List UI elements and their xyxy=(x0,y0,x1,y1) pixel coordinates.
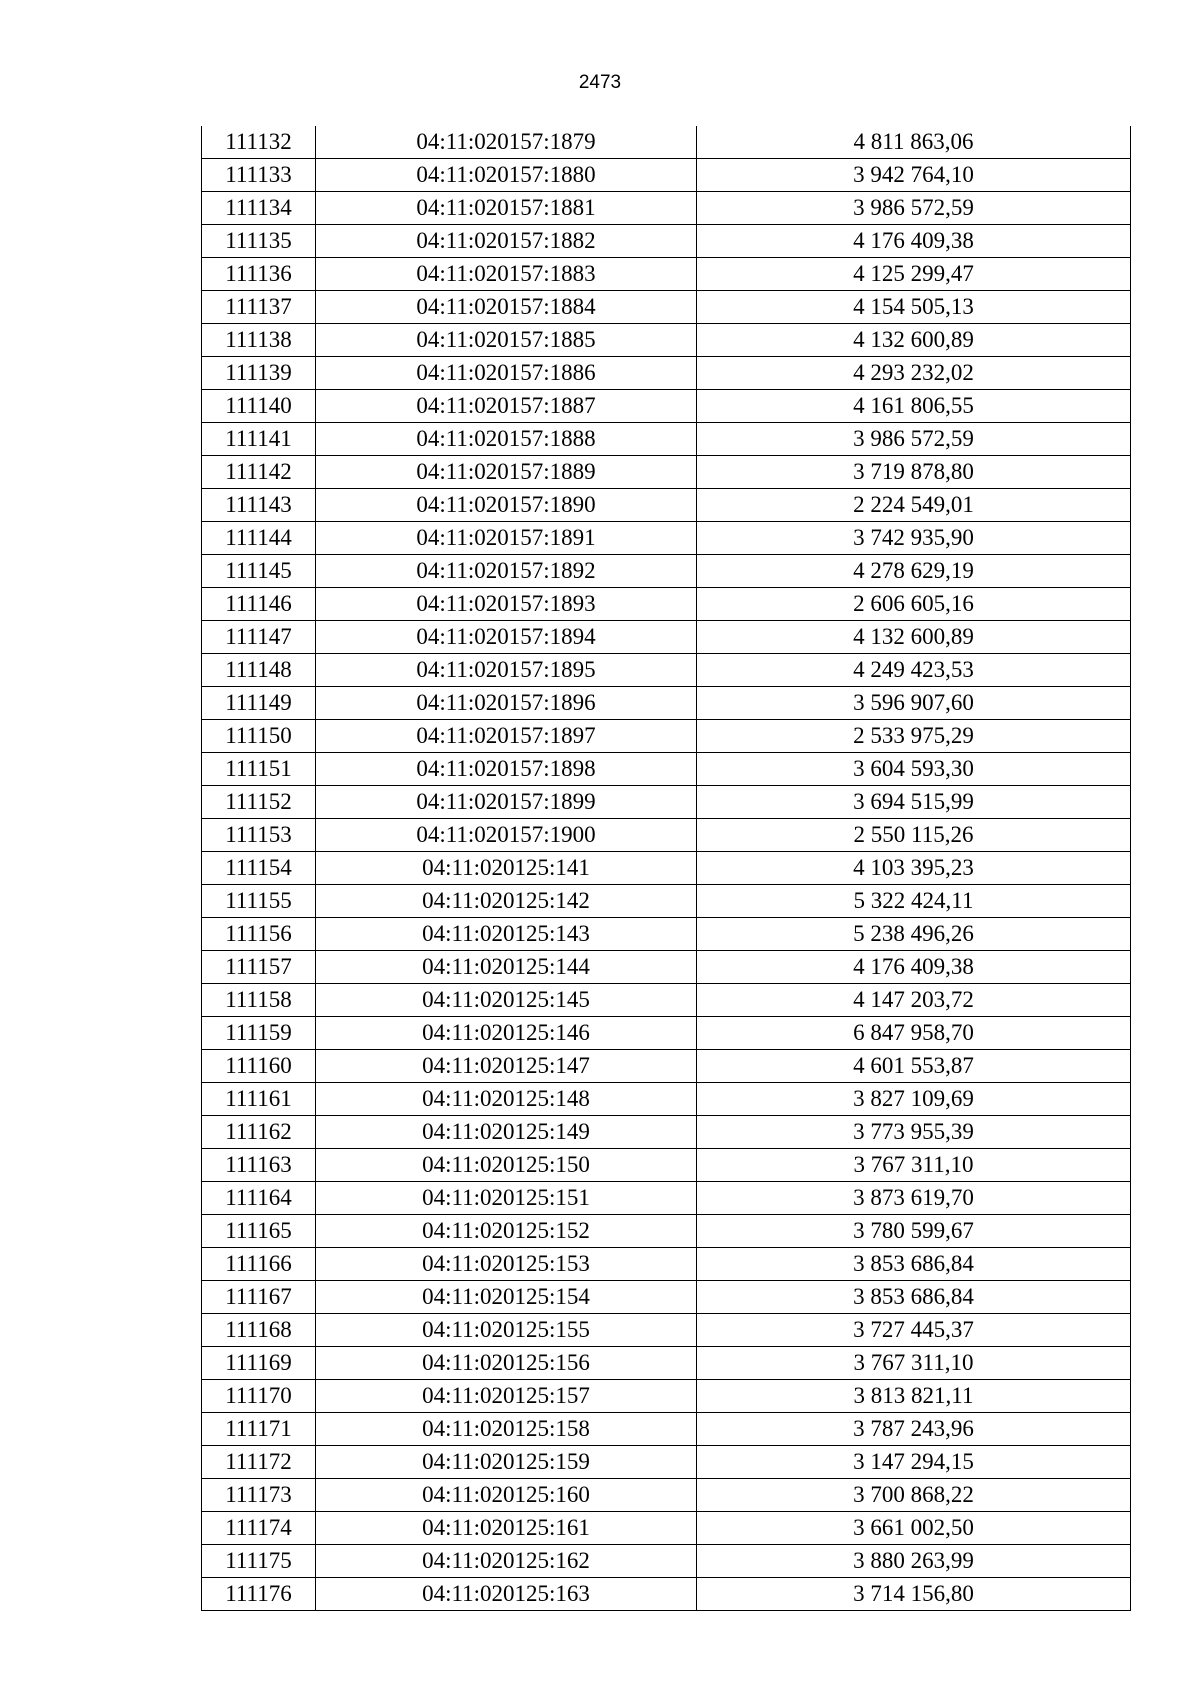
table-row xyxy=(202,1215,1131,1248)
value-cell: 6 847 958,70 xyxy=(697,1017,1131,1050)
row-number-cell: 111156 xyxy=(202,918,316,951)
table-row xyxy=(202,159,1131,192)
cadastral-number-cell: 04:11:020157:1900 xyxy=(316,819,697,852)
value-cell: 3 853 686,84 xyxy=(697,1248,1131,1281)
table-row xyxy=(202,786,1131,819)
cadastral-number-cell: 04:11:020157:1899 xyxy=(316,786,697,819)
row-number-cell: 111164 xyxy=(202,1182,316,1215)
value-cell: 3 880 263,99 xyxy=(697,1545,1131,1578)
value-cell: 3 767 311,10 xyxy=(697,1149,1131,1182)
cadastral-number-cell: 04:11:020157:1880 xyxy=(316,159,697,192)
value-cell: 4 811 863,06 xyxy=(697,126,1131,159)
value-cell: 2 550 115,26 xyxy=(697,819,1131,852)
table-row xyxy=(202,324,1131,357)
cadastral-number-cell: 04:11:020157:1891 xyxy=(316,522,697,555)
table-row xyxy=(202,1149,1131,1182)
table-row xyxy=(202,1017,1131,1050)
value-cell: 3 780 599,67 xyxy=(697,1215,1131,1248)
value-cell: 4 132 600,89 xyxy=(697,621,1131,654)
row-number-cell: 111140 xyxy=(202,390,316,423)
row-number-cell: 111168 xyxy=(202,1314,316,1347)
cadastral-number-cell: 04:11:020125:156 xyxy=(316,1347,697,1380)
value-cell: 4 176 409,38 xyxy=(697,951,1131,984)
value-cell: 3 787 243,96 xyxy=(697,1413,1131,1446)
cadastral-number-cell: 04:11:020157:1889 xyxy=(316,456,697,489)
table-row xyxy=(202,1512,1131,1545)
value-cell: 3 742 935,90 xyxy=(697,522,1131,555)
row-number-cell: 111175 xyxy=(202,1545,316,1578)
row-number-cell: 111134 xyxy=(202,192,316,225)
table-row xyxy=(202,753,1131,786)
table-row xyxy=(202,258,1131,291)
value-cell: 3 873 619,70 xyxy=(697,1182,1131,1215)
row-number-cell: 111160 xyxy=(202,1050,316,1083)
table-row xyxy=(202,885,1131,918)
row-number-cell: 111153 xyxy=(202,819,316,852)
value-cell: 3 147 294,15 xyxy=(697,1446,1131,1479)
value-cell: 2 533 975,29 xyxy=(697,720,1131,753)
table-row xyxy=(202,423,1131,456)
table-row xyxy=(202,1380,1131,1413)
value-cell: 4 103 395,23 xyxy=(697,852,1131,885)
table-row xyxy=(202,819,1131,852)
table-row xyxy=(202,489,1131,522)
table-row xyxy=(202,852,1131,885)
table-row xyxy=(202,720,1131,753)
cadastral-number-cell: 04:11:020157:1892 xyxy=(316,555,697,588)
cadastral-number-cell: 04:11:020125:158 xyxy=(316,1413,697,1446)
row-number-cell: 111148 xyxy=(202,654,316,687)
value-cell: 3 853 686,84 xyxy=(697,1281,1131,1314)
table-row xyxy=(202,291,1131,324)
value-cell: 3 767 311,10 xyxy=(697,1347,1131,1380)
value-cell: 4 601 553,87 xyxy=(697,1050,1131,1083)
cadastral-number-cell: 04:11:020125:150 xyxy=(316,1149,697,1182)
value-cell: 3 986 572,59 xyxy=(697,423,1131,456)
table-row xyxy=(202,1116,1131,1149)
value-cell: 3 700 868,22 xyxy=(697,1479,1131,1512)
row-number-cell: 111136 xyxy=(202,258,316,291)
row-number-cell: 111152 xyxy=(202,786,316,819)
value-cell: 3 596 907,60 xyxy=(697,687,1131,720)
cadastral-number-cell: 04:11:020157:1882 xyxy=(316,225,697,258)
table-row xyxy=(202,1479,1131,1512)
table-row xyxy=(202,654,1131,687)
row-number-cell: 111143 xyxy=(202,489,316,522)
value-cell: 4 249 423,53 xyxy=(697,654,1131,687)
row-number-cell: 111174 xyxy=(202,1512,316,1545)
row-number-cell: 111147 xyxy=(202,621,316,654)
row-number-cell: 111170 xyxy=(202,1380,316,1413)
row-number-cell: 111161 xyxy=(202,1083,316,1116)
cadastral-number-cell: 04:11:020125:151 xyxy=(316,1182,697,1215)
value-cell: 4 125 299,47 xyxy=(697,258,1131,291)
value-cell: 2 224 549,01 xyxy=(697,489,1131,522)
row-number-cell: 111165 xyxy=(202,1215,316,1248)
row-number-cell: 111133 xyxy=(202,159,316,192)
cadastral-number-cell: 04:11:020125:155 xyxy=(316,1314,697,1347)
table-row xyxy=(202,687,1131,720)
row-number-cell: 111137 xyxy=(202,291,316,324)
row-number-cell: 111173 xyxy=(202,1479,316,1512)
cadastral-number-cell: 04:11:020157:1879 xyxy=(316,126,697,159)
table-row xyxy=(202,456,1131,489)
cadastral-number-cell: 04:11:020125:161 xyxy=(316,1512,697,1545)
cadastral-number-cell: 04:11:020157:1885 xyxy=(316,324,697,357)
row-number-cell: 111169 xyxy=(202,1347,316,1380)
row-number-cell: 111150 xyxy=(202,720,316,753)
cadastral-number-cell: 04:11:020157:1887 xyxy=(316,390,697,423)
row-number-cell: 111176 xyxy=(202,1578,316,1611)
table-row xyxy=(202,1545,1131,1578)
row-number-cell: 111159 xyxy=(202,1017,316,1050)
row-number-cell: 111171 xyxy=(202,1413,316,1446)
table-row xyxy=(202,1281,1131,1314)
table-row xyxy=(202,1347,1131,1380)
cadastral-number-cell: 04:11:020125:157 xyxy=(316,1380,697,1413)
table-row xyxy=(202,918,1131,951)
row-number-cell: 111132 xyxy=(202,126,316,159)
row-number-cell: 111144 xyxy=(202,522,316,555)
cadastral-number-cell: 04:11:020125:144 xyxy=(316,951,697,984)
cadastral-number-cell: 04:11:020125:153 xyxy=(316,1248,697,1281)
table-row xyxy=(202,1413,1131,1446)
row-number-cell: 111162 xyxy=(202,1116,316,1149)
table-row xyxy=(202,1314,1131,1347)
row-number-cell: 111151 xyxy=(202,753,316,786)
cadastral-number-cell: 04:11:020125:147 xyxy=(316,1050,697,1083)
cadastral-number-cell: 04:11:020125:141 xyxy=(316,852,697,885)
cadastral-number-cell: 04:11:020125:159 xyxy=(316,1446,697,1479)
value-cell: 3 942 764,10 xyxy=(697,159,1131,192)
cadastral-number-cell: 04:11:020157:1894 xyxy=(316,621,697,654)
row-number-cell: 111139 xyxy=(202,357,316,390)
value-cell: 3 719 878,80 xyxy=(697,456,1131,489)
table-row xyxy=(202,621,1131,654)
table-row xyxy=(202,225,1131,258)
value-cell: 3 813 821,11 xyxy=(697,1380,1131,1413)
row-number-cell: 111141 xyxy=(202,423,316,456)
cadastral-number-cell: 04:11:020157:1890 xyxy=(316,489,697,522)
cadastral-number-cell: 04:11:020125:143 xyxy=(316,918,697,951)
cadastral-number-cell: 04:11:020157:1897 xyxy=(316,720,697,753)
value-cell: 2 606 605,16 xyxy=(697,588,1131,621)
cadastral-number-cell: 04:11:020125:163 xyxy=(316,1578,697,1611)
table-row xyxy=(202,951,1131,984)
row-number-cell: 111163 xyxy=(202,1149,316,1182)
row-number-cell: 111142 xyxy=(202,456,316,489)
cadastral-number-cell: 04:11:020125:152 xyxy=(316,1215,697,1248)
table-row xyxy=(202,390,1131,423)
table-row xyxy=(202,1248,1131,1281)
cadastral-number-cell: 04:11:020125:160 xyxy=(316,1479,697,1512)
value-cell: 4 161 806,55 xyxy=(697,390,1131,423)
table-row xyxy=(202,984,1131,1017)
cadastral-number-cell: 04:11:020157:1884 xyxy=(316,291,697,324)
cadastral-number-cell: 04:11:020125:162 xyxy=(316,1545,697,1578)
cadastral-number-cell: 04:11:020157:1895 xyxy=(316,654,697,687)
row-number-cell: 111138 xyxy=(202,324,316,357)
row-number-cell: 111166 xyxy=(202,1248,316,1281)
row-number-cell: 111149 xyxy=(202,687,316,720)
table-row xyxy=(202,1182,1131,1215)
registry-table xyxy=(201,126,1131,1611)
row-number-cell: 111146 xyxy=(202,588,316,621)
row-number-cell: 111172 xyxy=(202,1446,316,1479)
value-cell: 3 773 955,39 xyxy=(697,1116,1131,1149)
row-number-cell: 111154 xyxy=(202,852,316,885)
page-number: 2473 xyxy=(578,72,622,93)
value-cell: 4 132 600,89 xyxy=(697,324,1131,357)
table-row xyxy=(202,192,1131,225)
value-cell: 4 176 409,38 xyxy=(697,225,1131,258)
value-cell: 4 293 232,02 xyxy=(697,357,1131,390)
row-number-cell: 111157 xyxy=(202,951,316,984)
cadastral-number-cell: 04:11:020125:145 xyxy=(316,984,697,1017)
table-body xyxy=(202,126,1131,1611)
value-cell: 3 727 445,37 xyxy=(697,1314,1131,1347)
value-cell: 4 147 203,72 xyxy=(697,984,1131,1017)
value-cell: 5 238 496,26 xyxy=(697,918,1131,951)
table-row xyxy=(202,126,1131,159)
value-cell: 3 604 593,30 xyxy=(697,753,1131,786)
table-row xyxy=(202,1446,1131,1479)
value-cell: 3 986 572,59 xyxy=(697,192,1131,225)
value-cell: 3 827 109,69 xyxy=(697,1083,1131,1116)
value-cell: 3 694 515,99 xyxy=(697,786,1131,819)
cadastral-number-cell: 04:11:020125:154 xyxy=(316,1281,697,1314)
table-row xyxy=(202,1578,1131,1611)
cadastral-number-cell: 04:11:020157:1886 xyxy=(316,357,697,390)
cadastral-number-cell: 04:11:020125:149 xyxy=(316,1116,697,1149)
table-row xyxy=(202,588,1131,621)
cadastral-number-cell: 04:11:020157:1883 xyxy=(316,258,697,291)
cadastral-number-cell: 04:11:020157:1888 xyxy=(316,423,697,456)
table-row xyxy=(202,555,1131,588)
value-cell: 3 661 002,50 xyxy=(697,1512,1131,1545)
row-number-cell: 111158 xyxy=(202,984,316,1017)
row-number-cell: 111145 xyxy=(202,555,316,588)
table-row xyxy=(202,522,1131,555)
value-cell: 5 322 424,11 xyxy=(697,885,1131,918)
row-number-cell: 111155 xyxy=(202,885,316,918)
value-cell: 4 154 505,13 xyxy=(697,291,1131,324)
cadastral-number-cell: 04:11:020157:1898 xyxy=(316,753,697,786)
cadastral-number-cell: 04:11:020157:1896 xyxy=(316,687,697,720)
table-row xyxy=(202,357,1131,390)
cadastral-number-cell: 04:11:020157:1893 xyxy=(316,588,697,621)
cadastral-number-cell: 04:11:020125:142 xyxy=(316,885,697,918)
cadastral-number-cell: 04:11:020125:146 xyxy=(316,1017,697,1050)
cadastral-number-cell: 04:11:020125:148 xyxy=(316,1083,697,1116)
cadastral-number-cell: 04:11:020157:1881 xyxy=(316,192,697,225)
table-row xyxy=(202,1083,1131,1116)
value-cell: 3 714 156,80 xyxy=(697,1578,1131,1611)
row-number-cell: 111135 xyxy=(202,225,316,258)
table-row xyxy=(202,1050,1131,1083)
value-cell: 4 278 629,19 xyxy=(697,555,1131,588)
row-number-cell: 111167 xyxy=(202,1281,316,1314)
